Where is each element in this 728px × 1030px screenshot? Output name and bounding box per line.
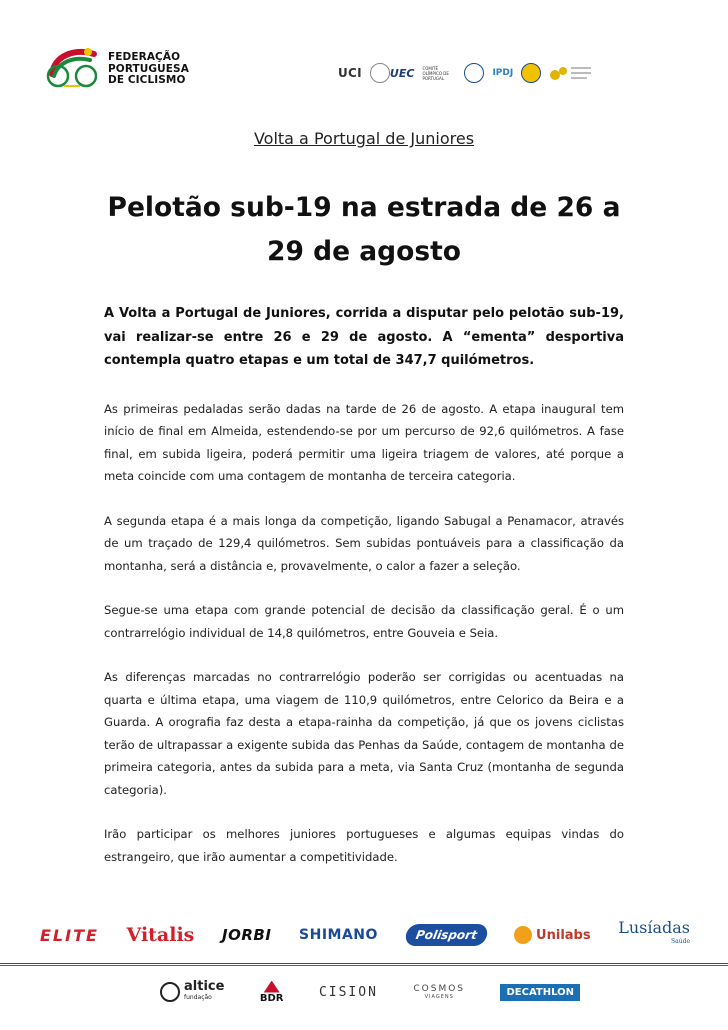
partner-cycling-icon xyxy=(549,63,593,83)
federation-name xyxy=(108,52,189,87)
bdr-logo-text: BDR xyxy=(259,992,284,1004)
polisport-logo: Polisport xyxy=(404,924,489,946)
partner-seal-logo xyxy=(521,63,541,83)
partner-seal-icon xyxy=(521,63,541,83)
cosmos-logo xyxy=(413,984,465,1000)
institutional-partners xyxy=(338,58,593,88)
unilabs-logo-text: Unilabs xyxy=(536,927,591,943)
uec-logo xyxy=(370,63,415,83)
olympic-committee-text: COMITÉ OLÍMPICO DE PORTUGAL xyxy=(422,65,449,81)
ipdj-logo-text: IPDJ xyxy=(492,68,514,78)
article-paragraph: As diferenças marcadas no contrarrelógio poderão ser corrigidas ou acentuadas na quarta e última etapa, uma viagem de 110,9 quilómetros, entre Celorico da Beira e a Guarda. A orografia faz desta a etapa-rainha da competição, já que os jovens ciclistas terão de ultrapassar a exigente subida das Penhas da Saúde, contagem de montanha de primeira categoria, antes da subida para a meta, via Santa Cruz (montanha de segunda categoria). xyxy=(104,670,624,797)
cosmos-logo-sub: VIAGENS xyxy=(424,994,454,1000)
divider-red-line xyxy=(0,963,728,964)
vitalis-logo: Vitalis xyxy=(126,924,195,946)
partner-cycling-logo xyxy=(549,63,593,83)
article-paragraph: As primeiras pedaladas serão dadas na tarde de 26 de agosto. A etapa inaugural tem início de final em Almeida, estendendo-se por um percurso de 92,6 quilómetros. A fase final, em subida ligeira, poderá permitir uma ligeira triagem de valores, até porque a meta coincide com uma contagem de montanha de terceira categoria. xyxy=(104,401,624,483)
paralympic-logo xyxy=(464,63,484,83)
article-paragraph: A segunda etapa é a mais longa da competição, ligando Sabugal a Penamacor, através de um traçado de 129,4 quilómetros. Sem subidas pontuáveis para a classificação da montanha, será a distância e, provavelmente, o calor a fazer a seleção. xyxy=(104,513,624,573)
cision-logo: CISION xyxy=(318,984,378,1000)
elite-logo: ELITE xyxy=(40,925,99,945)
federation-name-line: DE CICLISMO xyxy=(108,74,186,86)
article-kicker: Volta a Portugal de Juniores xyxy=(253,129,475,148)
lusiadas-logo xyxy=(618,918,690,949)
ipdj-logo xyxy=(492,68,513,78)
federation-name-line: FEDERAÇÃO xyxy=(108,51,181,63)
sun-icon xyxy=(514,926,532,944)
article-headline: Pelotão sub-19 na estrada de 26 a 29 de agosto xyxy=(107,192,621,267)
bdr-logo xyxy=(260,981,284,1004)
altice-mark-icon xyxy=(160,982,180,1002)
federation-name-line: PORTUGUESA xyxy=(108,62,189,75)
uec-logo-text: UEC xyxy=(389,66,415,80)
letterhead xyxy=(0,0,728,110)
altice-logo-sub: fundação xyxy=(184,994,212,1001)
uci-logo xyxy=(338,66,362,80)
decathlon-logo: DECATHLON xyxy=(500,984,580,1001)
sponsors-row-secondary xyxy=(160,972,580,1012)
sponsor-divider xyxy=(0,963,728,966)
article-paragraph: Irão participar os melhores juniores portugueses e algumas equipas vindas do estrangeiro, que irão aumentar a competitividade. xyxy=(104,827,624,864)
jorbi-logo: JORBI xyxy=(222,926,272,944)
article-lead: A Volta a Portugal de Juniores, corrida a disputar pelo pelotão sub-19, vai realizar-se entre 26 e 29 de agosto. A “ementa” desportiva contempla quatro etapas e um total de 347,7 quilómetros. xyxy=(104,306,624,368)
article-body xyxy=(104,302,624,890)
olympic-committee-logo xyxy=(422,66,456,81)
altice-logo xyxy=(160,981,224,1003)
lusiadas-logo-text: Lusíadas xyxy=(618,918,690,937)
altice-logo-text: altice xyxy=(184,979,225,994)
bdr-mark-icon xyxy=(264,981,280,993)
divider-green-line xyxy=(0,965,728,966)
article-paragraph: Segue-se uma etapa com grande potencial de decisão da classificação geral. É o um contrarrelógio individual de 14,8 quilómetros, entre Gouveia e Seia. xyxy=(104,603,624,640)
uec-ring-icon xyxy=(370,63,390,83)
cosmos-logo-text: COSMOS xyxy=(413,984,466,994)
federation-logo-icon xyxy=(44,44,102,90)
shimano-logo: SHIMANO xyxy=(299,927,378,943)
sponsors-row-main xyxy=(40,915,690,955)
unilabs-logo xyxy=(514,926,591,944)
uci-logo-text: UCI xyxy=(338,66,362,80)
altice-logo-stack xyxy=(184,981,224,1003)
paralympic-icon xyxy=(464,63,484,83)
lusiadas-logo-sub: Saúde xyxy=(671,938,690,945)
